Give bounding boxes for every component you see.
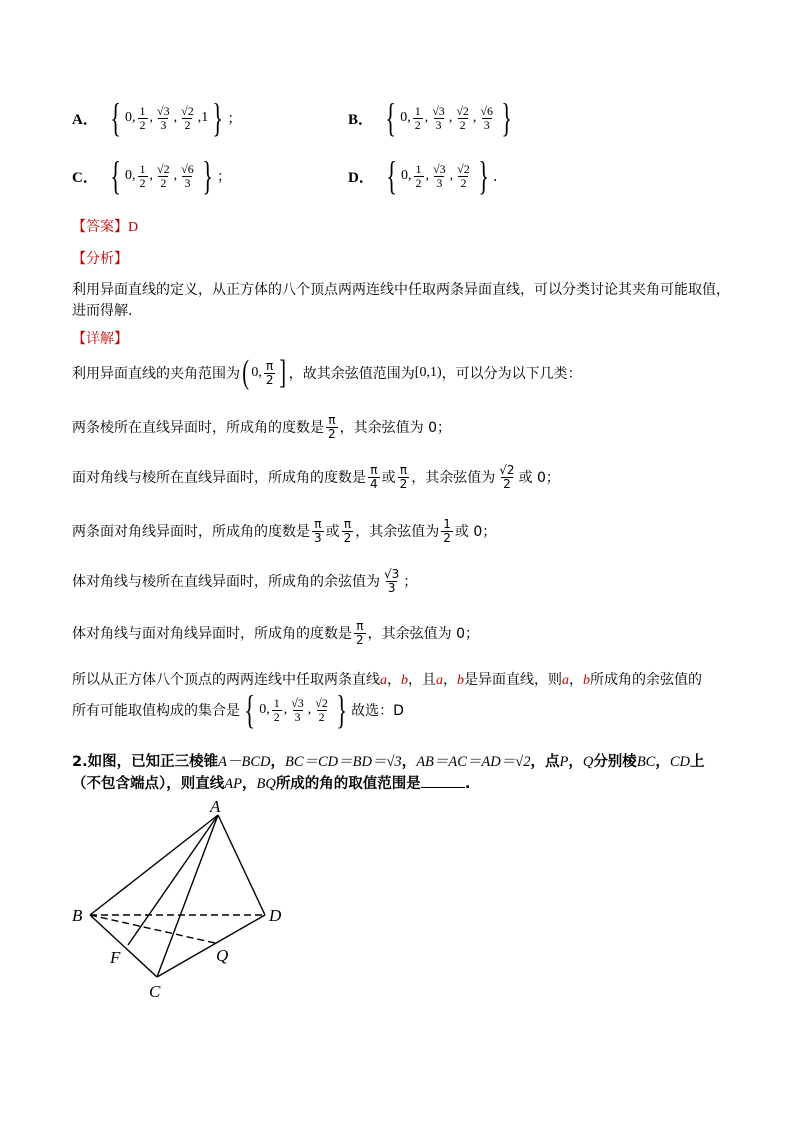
q2-eq1: BC＝CD＝BD＝√3	[284, 754, 402, 770]
var-a: a	[436, 673, 443, 688]
frac-num: √2	[456, 103, 469, 118]
frac-den: 3	[387, 580, 396, 595]
option-b-set	[381, 95, 516, 140]
answer-line	[72, 216, 138, 236]
detail-l2a: 两条棱所在直线异面时，所成角的度数是	[72, 420, 324, 437]
frac-num: √6	[181, 161, 194, 176]
set-close-brace: }	[202, 153, 213, 198]
set-comma: ,	[449, 168, 454, 183]
frac-den: 3	[294, 709, 301, 724]
analysis-tag-text: 【分析】	[72, 251, 128, 267]
detail-l3a: 面对角线与棱所在直线异面时，所成角的度数是	[72, 470, 366, 487]
label-B: B	[72, 906, 83, 925]
frac-num: 1	[443, 517, 451, 531]
detail-l4-or: 或	[325, 524, 340, 541]
option-a-letter: A．	[72, 111, 98, 128]
frac-den: 2	[160, 175, 167, 190]
set-comma: ,	[408, 168, 412, 183]
frac-num: √2	[157, 161, 170, 176]
set-fraction	[179, 163, 196, 189]
set-fraction	[313, 697, 330, 723]
option-d-end: ．	[492, 169, 507, 185]
label-D: D	[269, 906, 282, 925]
set-fraction	[414, 163, 424, 189]
option-b	[348, 95, 516, 140]
set-comma: ,	[424, 110, 429, 125]
option-a-end: ；	[227, 111, 242, 127]
frac-num: √3	[384, 567, 400, 581]
q2-P: P	[559, 754, 569, 770]
frac-num: 1	[139, 103, 146, 118]
frac-den: 3	[160, 117, 167, 132]
set-fraction	[454, 105, 471, 131]
l2-frac	[326, 414, 338, 440]
q2-l1h: 上	[690, 754, 705, 770]
label-A: A	[210, 797, 221, 816]
frac-den: 2	[459, 117, 466, 132]
set-close-brace: }	[336, 687, 347, 732]
frac-num: π	[328, 413, 336, 427]
frac-den: 3	[436, 175, 443, 190]
question-2-line-2	[72, 772, 470, 793]
q2-l1f: 分别棱	[593, 754, 637, 770]
set-fraction	[431, 163, 448, 189]
set-comma: ,	[472, 110, 477, 125]
frac-num: √3	[432, 103, 445, 118]
option-d-set	[382, 153, 493, 198]
detail-l5b: ；	[403, 574, 418, 591]
set-comma: ,	[149, 168, 154, 183]
q2-l2b: ，	[241, 776, 257, 792]
l3-frac-2	[398, 464, 410, 490]
interval-open: (	[242, 354, 250, 391]
detail-l6b: ，其余弦值为 0；	[367, 626, 479, 643]
frac-den: 3	[314, 530, 322, 545]
set-comma: ,	[173, 110, 178, 125]
detail-l1-range: [0,1)	[414, 365, 442, 380]
set-comma: ,	[448, 110, 453, 125]
set-comma: ,	[407, 110, 411, 125]
q2-AP: AP	[224, 776, 242, 792]
set-fraction	[138, 105, 148, 131]
set-fraction	[455, 163, 472, 189]
frac-den: 2	[399, 476, 408, 491]
q2-l1e: ，	[568, 754, 583, 770]
var-b: b	[583, 673, 590, 688]
set-comma: ,	[132, 110, 136, 125]
l3-frac-1	[368, 464, 380, 490]
set-comma: ,	[197, 110, 202, 125]
interval-frac	[264, 360, 276, 386]
frac-den: 2	[273, 709, 280, 724]
set-close-brace: }	[212, 95, 224, 140]
frac-den: 2	[184, 117, 191, 132]
edge-BC	[90, 915, 157, 977]
frac-den: 3	[435, 117, 442, 132]
option-d-letter: D．	[348, 169, 374, 186]
frac-num: π	[356, 619, 364, 633]
answer-set	[240, 687, 351, 732]
set-comma: ,	[283, 702, 288, 717]
set-fraction	[430, 105, 447, 131]
detail-line-8	[72, 687, 404, 732]
frac-den: 2	[414, 117, 421, 132]
edge-CD	[157, 915, 265, 977]
detail-line-4	[72, 518, 496, 544]
option-a	[72, 95, 242, 140]
frac-den: 2	[328, 426, 336, 441]
set-fraction	[138, 163, 148, 189]
detail-l3-or: 或	[381, 470, 396, 487]
detail-l8a: 所有可能取值构成的集合是	[72, 703, 240, 719]
set-comma: ,	[132, 168, 136, 183]
set-comma: ,	[307, 702, 312, 717]
frac-num: π	[343, 517, 352, 531]
set-close-brace: }	[478, 153, 489, 198]
detail-l6a: 体对角线与面对角线异面时，所成角的度数是	[72, 626, 352, 643]
option-b-letter: B．	[348, 111, 374, 128]
set-open-brace: {	[244, 687, 255, 732]
frac-num: π	[370, 463, 378, 477]
detail-line-6	[72, 620, 479, 646]
q2-l1b: ，	[270, 754, 285, 770]
option-a-set	[106, 95, 228, 140]
frac-num: π	[399, 463, 408, 477]
set-open-brace: {	[385, 95, 396, 140]
detail-l5a: 体对角线与棱所在直线异面时，所成角的余弦值为	[72, 574, 380, 591]
var-a: a	[562, 673, 569, 688]
detail-l3c: 或 0；	[518, 470, 560, 487]
tetrahedron-figure	[60, 795, 300, 1005]
option-c	[72, 153, 231, 198]
var-b: b	[457, 673, 464, 688]
frac-num: π	[266, 358, 274, 373]
edge-AF	[128, 815, 218, 945]
q2-CD: CD	[669, 754, 690, 770]
frac-den: 2	[139, 117, 146, 132]
l4-frac-1	[312, 518, 324, 544]
detail-l8b: 故选：D	[351, 703, 404, 719]
frac-num: √3	[291, 695, 304, 710]
frac-num: √2	[315, 695, 328, 710]
frac-den: 2	[443, 530, 451, 545]
q2-l1a: 2.如图，已知正三棱锥	[72, 754, 219, 770]
set-fraction	[289, 697, 306, 723]
detail-l7-mid: ，且	[408, 672, 436, 688]
var-b: b	[401, 673, 408, 688]
option-c-letter: C．	[72, 169, 98, 186]
detail-l2b: ，其余弦值为 0；	[339, 420, 451, 437]
detail-l7a: 所以从正方体八个顶点的两两连线中任取两条直线	[72, 672, 380, 688]
detail-l4b: ，其余弦值为	[355, 524, 440, 541]
set-fraction	[413, 105, 423, 131]
q2-l1d: ，点	[530, 754, 560, 770]
set-comma: ,	[173, 168, 178, 183]
interval-left: 0,	[251, 365, 262, 380]
frac-num: 1	[273, 695, 280, 710]
set-comma: ,	[266, 702, 270, 717]
sep: ，	[387, 672, 401, 688]
frac-den: 2	[503, 476, 511, 491]
detail-l1a: 利用异面直线的夹角范围为	[72, 366, 240, 382]
edge-AD	[218, 815, 265, 915]
detail-line-1	[72, 356, 582, 390]
detail-tag	[72, 328, 128, 348]
l3-frac-3	[497, 464, 516, 490]
detail-l7-d: 所成角的余弦值的	[590, 672, 702, 688]
label-Q: Q	[216, 946, 229, 965]
detail-l7-c: 是异面直线，则	[464, 672, 562, 688]
frac-den: 2	[265, 372, 274, 387]
l4-frac-2	[342, 518, 354, 544]
set-fraction	[155, 105, 172, 131]
q2-BC: BC	[636, 754, 656, 770]
detail-line-5	[72, 568, 417, 594]
sep: ，	[569, 672, 583, 688]
l6-frac	[354, 620, 366, 646]
set-comma: ,	[149, 110, 154, 125]
q2-l1c: ，	[401, 754, 417, 770]
detail-line-7	[72, 669, 702, 689]
frac-den: 2	[343, 530, 352, 545]
detail-tag-text: 【详解】	[72, 331, 128, 347]
detail-line-3	[72, 464, 560, 490]
set-element: 0	[259, 702, 267, 717]
frac-num: √2	[457, 161, 470, 176]
answer-blank	[421, 775, 465, 788]
detail-l4c: 或 0；	[454, 524, 497, 541]
option-c-end: ；	[216, 169, 231, 185]
question-2-line-1	[72, 750, 705, 771]
answer-tag: 【答案】	[72, 219, 128, 235]
set-fraction	[155, 163, 172, 189]
interval-close: ]	[279, 354, 287, 391]
sep: ，	[443, 672, 457, 688]
analysis-line-1: 利用异面直线的定义，从正方体的八个顶点两两连线中任取两条异面直线，可以分类讨论其夹角可能取值，	[72, 282, 730, 298]
detail-l4a: 两条面对角线异面时，所成角的度数是	[72, 524, 310, 541]
set-fraction	[478, 105, 495, 131]
label-C: C	[149, 982, 161, 1001]
detail-l1c: ，可以分为以下几类：	[441, 366, 582, 382]
frac-den: 2	[415, 175, 422, 190]
answer-value: D	[128, 220, 139, 235]
analysis-line-2: 进而得解.	[72, 303, 133, 319]
set-fraction	[179, 105, 196, 131]
frac-num: √3	[157, 103, 170, 118]
q2-l2a: （不包含端点），则直线	[72, 776, 225, 792]
set-close-brace: }	[501, 95, 512, 140]
q2-eq2: AB＝AC＝AD＝√2	[416, 754, 531, 770]
option-d	[348, 153, 507, 198]
frac-num: √6	[480, 103, 493, 118]
segment-BQ-hidden	[90, 915, 215, 943]
frac-den: 2	[460, 175, 467, 190]
frac-den: 2	[139, 175, 146, 190]
q2-tri: A－BCD	[218, 754, 271, 770]
q2-l2d: .	[464, 776, 471, 792]
label-F: F	[110, 948, 121, 967]
frac-num: 1	[415, 161, 422, 176]
frac-num: √2	[499, 463, 515, 477]
detail-l3b: ，其余弦值为	[411, 470, 496, 487]
q2-Q: Q	[582, 754, 594, 770]
var-a: a	[380, 673, 387, 688]
set-open-brace: {	[386, 153, 397, 198]
set-element: 1	[201, 110, 209, 125]
set-open-brace: {	[110, 95, 121, 140]
set-element: 0	[400, 110, 408, 125]
frac-den: 3	[184, 175, 191, 190]
frac-den: 2	[318, 709, 325, 724]
set-element: 0	[125, 110, 133, 125]
set-comma: ,	[425, 168, 430, 183]
set-open-brace: {	[110, 153, 121, 198]
set-element: 0	[401, 168, 409, 183]
frac-num: π	[314, 517, 322, 531]
l5-frac	[382, 568, 401, 594]
analysis-tag	[72, 248, 128, 268]
set-element: 0	[125, 168, 133, 183]
frac-num: 1	[414, 103, 421, 118]
detail-line-2	[72, 414, 451, 440]
q2-BQ: BQ	[256, 776, 276, 792]
frac-num: 1	[139, 161, 146, 176]
q2-l1g: ，	[655, 754, 670, 770]
option-c-set	[106, 153, 217, 198]
set-fraction	[272, 697, 282, 723]
detail-l1b: ，故其余弦值范围为	[288, 366, 415, 382]
frac-num: √3	[433, 161, 446, 176]
frac-den: 4	[370, 476, 378, 491]
frac-num: √2	[181, 103, 194, 118]
frac-den: 3	[483, 117, 490, 132]
l4-frac-3	[441, 518, 453, 544]
frac-den: 2	[356, 632, 364, 647]
q2-l2c: 所成的角的取值范围是	[275, 776, 421, 792]
